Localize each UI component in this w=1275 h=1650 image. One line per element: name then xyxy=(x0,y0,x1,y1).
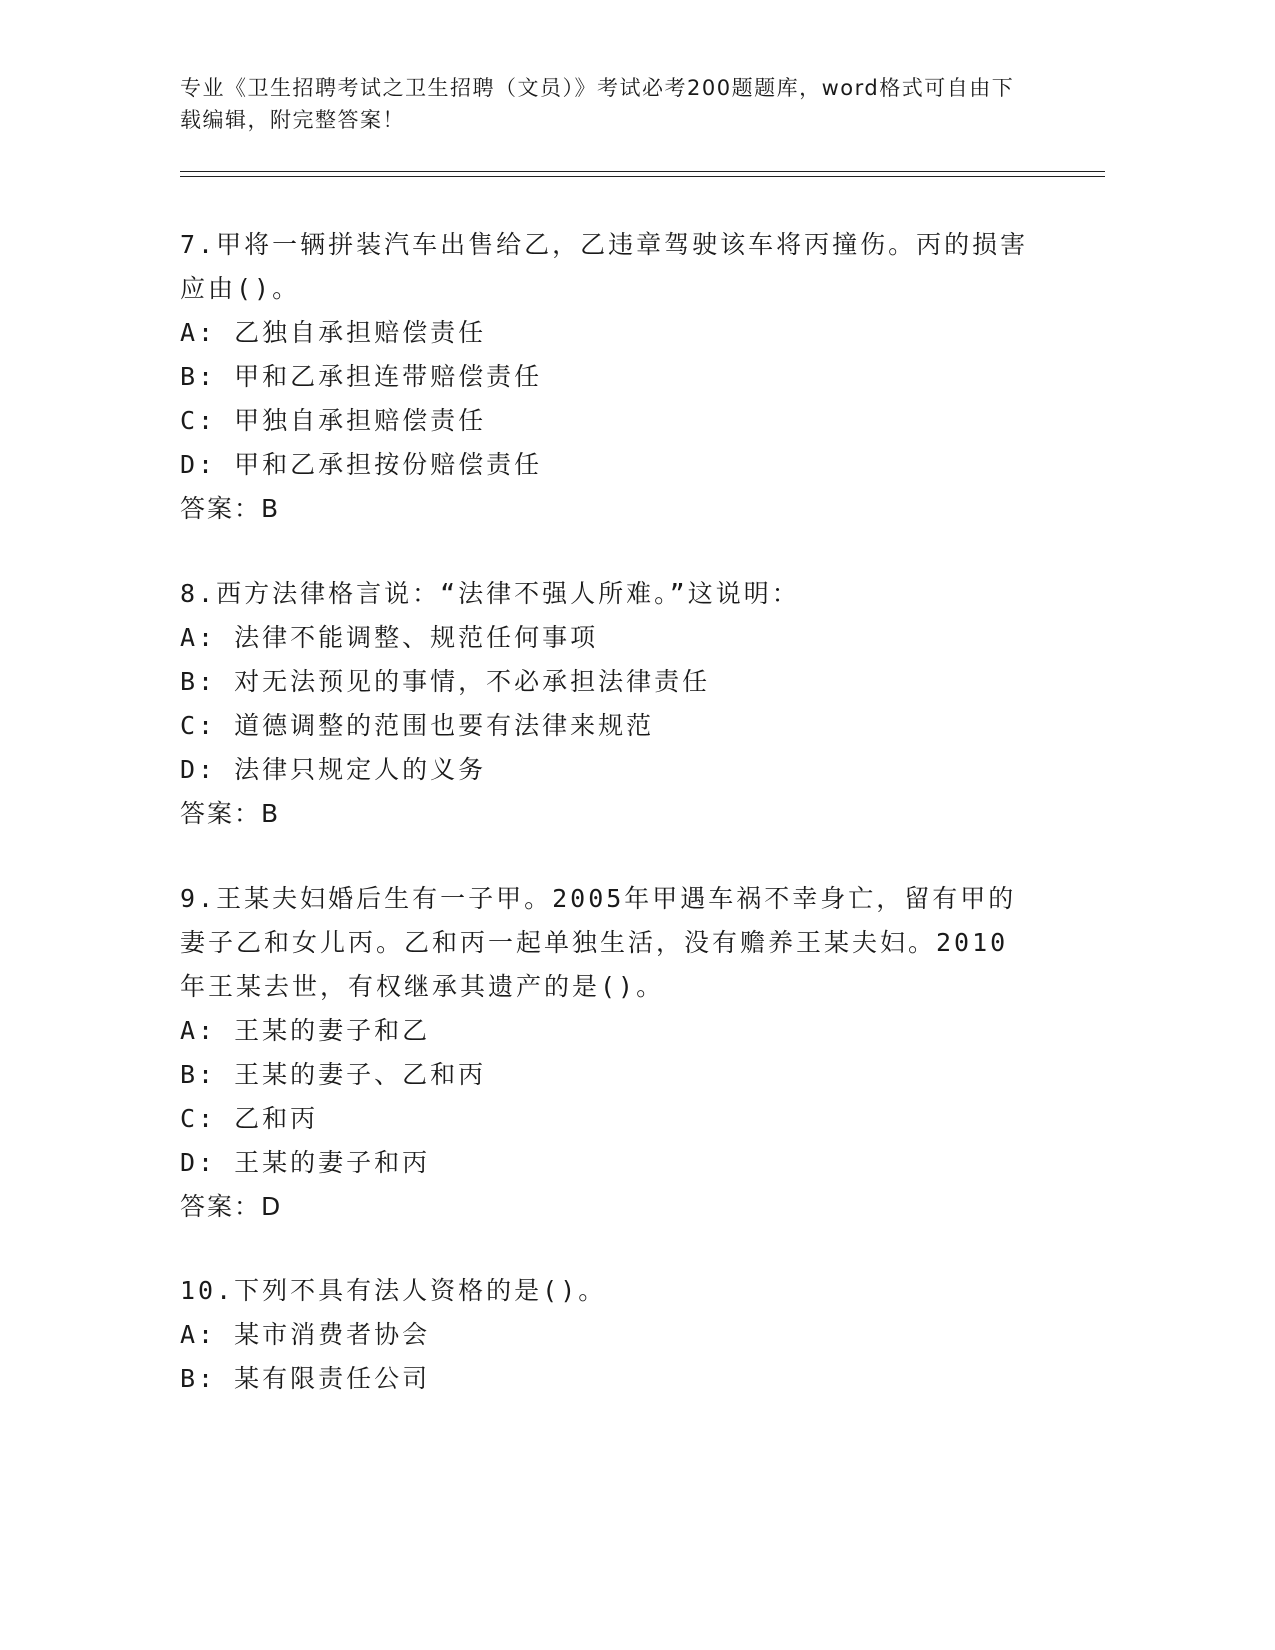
question-stem: 10.下列不具有法人资格的是()。 xyxy=(180,1276,607,1305)
option-d: D: 甲和乙承担按份赔偿责任 xyxy=(180,450,543,479)
option-b: B: 王某的妻子、乙和丙 xyxy=(180,1060,487,1089)
header-divider-top xyxy=(180,171,1105,172)
answer: 答案：B xyxy=(180,494,281,523)
option-c: C: 甲独自承担赔偿责任 xyxy=(180,406,487,435)
option-a: A: 某市消费者协会 xyxy=(180,1320,431,1349)
question-7 xyxy=(180,223,1030,531)
option-a: A: 王某的妻子和乙 xyxy=(180,1016,431,1045)
option-c: C: 道德调整的范围也要有法律来规范 xyxy=(180,711,655,740)
answer: 答案：D xyxy=(180,1192,283,1221)
option-a: A: 乙独自承担赔偿责任 xyxy=(180,318,487,347)
option-d: D: 王某的妻子和丙 xyxy=(180,1148,431,1177)
question-10 xyxy=(180,1269,1030,1401)
option-d: D: 法律只规定人的义务 xyxy=(180,755,487,784)
header-divider-bottom xyxy=(180,176,1105,177)
question-stem: 8.西方法律格言说：“法律不强人所难。”这说明： xyxy=(180,579,800,608)
option-b: B: 某有限责任公司 xyxy=(180,1364,431,1393)
question-stem: 9.王某夫妇婚后生有一子甲。2005年甲遇车祸不幸身亡，留有甲的妻子乙和女儿丙。乙和丙一起单独生活，没有赡养王某夫妇。2010年王某去世，有权继承其遗产的是()。 xyxy=(180,884,1017,1001)
option-b: B: 对无法预见的事情，不必承担法律责任 xyxy=(180,667,711,696)
question-8 xyxy=(180,572,1030,836)
option-b: B: 甲和乙承担连带赔偿责任 xyxy=(180,362,543,391)
question-stem: 7.甲将一辆拼装汽车出售给乙，乙违章驾驶该车将丙撞伤。丙的损害应由()。 xyxy=(180,230,1029,303)
question-9 xyxy=(180,877,1030,1229)
option-a: A: 法律不能调整、规范任何事项 xyxy=(180,623,599,652)
option-c: C: 乙和丙 xyxy=(180,1104,319,1133)
answer: 答案：B xyxy=(180,799,281,828)
document-header: 专业《卫生招聘考试之卫生招聘（文员）》考试必考200题题库，word格式可自由下载编辑，附完整答案！ xyxy=(180,76,1015,132)
